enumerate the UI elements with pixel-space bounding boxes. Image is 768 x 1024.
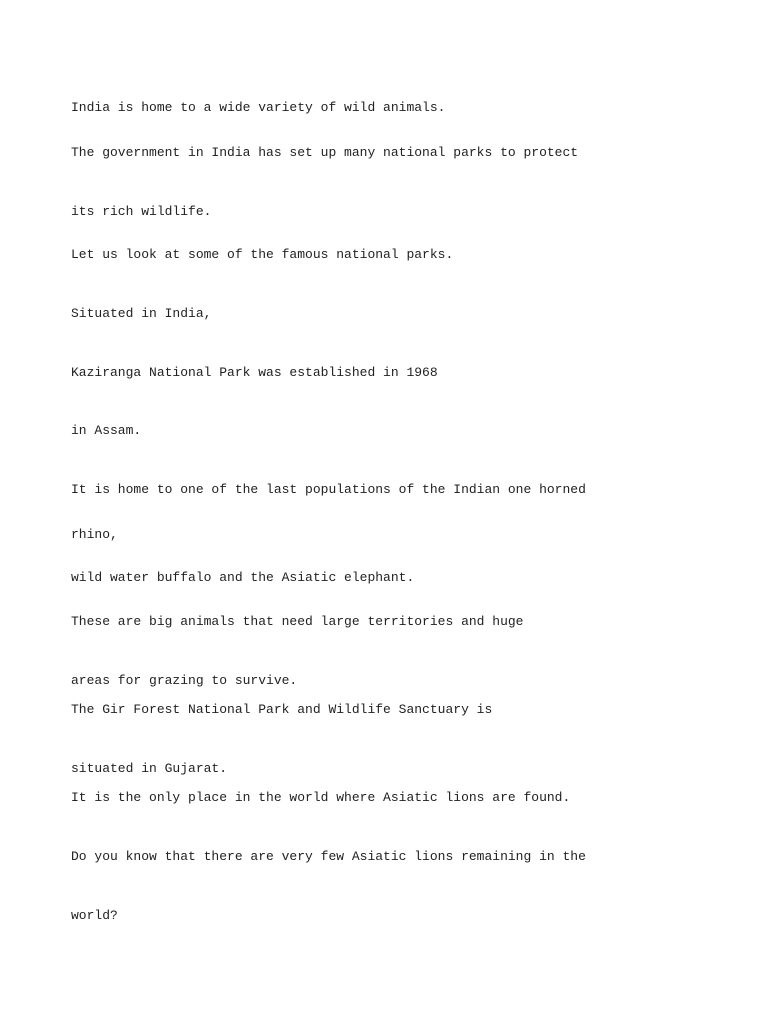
text-line-15: It is the only place in the world where Asiatic lions are found. <box>71 790 571 805</box>
text-line-7: in Assam. <box>71 423 142 438</box>
text-line-6: Kaziranga National Park was established in 1968 <box>71 365 438 380</box>
text-line-16: Do you know that there are very few Asiatic lions remaining in the <box>71 849 586 864</box>
text-line-11: These are big animals that need large territories and huge <box>71 614 524 629</box>
text-line-4: Let us look at some of the famous national parks. <box>71 247 454 262</box>
text-line-10: wild water buffalo and the Asiatic elephant. <box>71 570 415 585</box>
text-line-12: areas for grazing to survive. <box>71 673 298 688</box>
text-line-3: its rich wildlife. <box>71 204 212 219</box>
text-line-17: world? <box>71 908 118 923</box>
text-line-8: It is home to one of the last populations of the Indian one horned <box>71 482 586 497</box>
text-line-5: Situated in India, <box>71 306 212 321</box>
text-line-13: The Gir Forest National Park and Wildlife Sanctuary is <box>71 702 493 717</box>
text-line-1: India is home to a wide variety of wild animals. <box>71 100 446 115</box>
text-line-2: The government in India has set up many national parks to protect <box>71 145 579 160</box>
text-line-14: situated in Gujarat. <box>71 761 228 776</box>
text-line-9: rhino, <box>71 527 118 542</box>
